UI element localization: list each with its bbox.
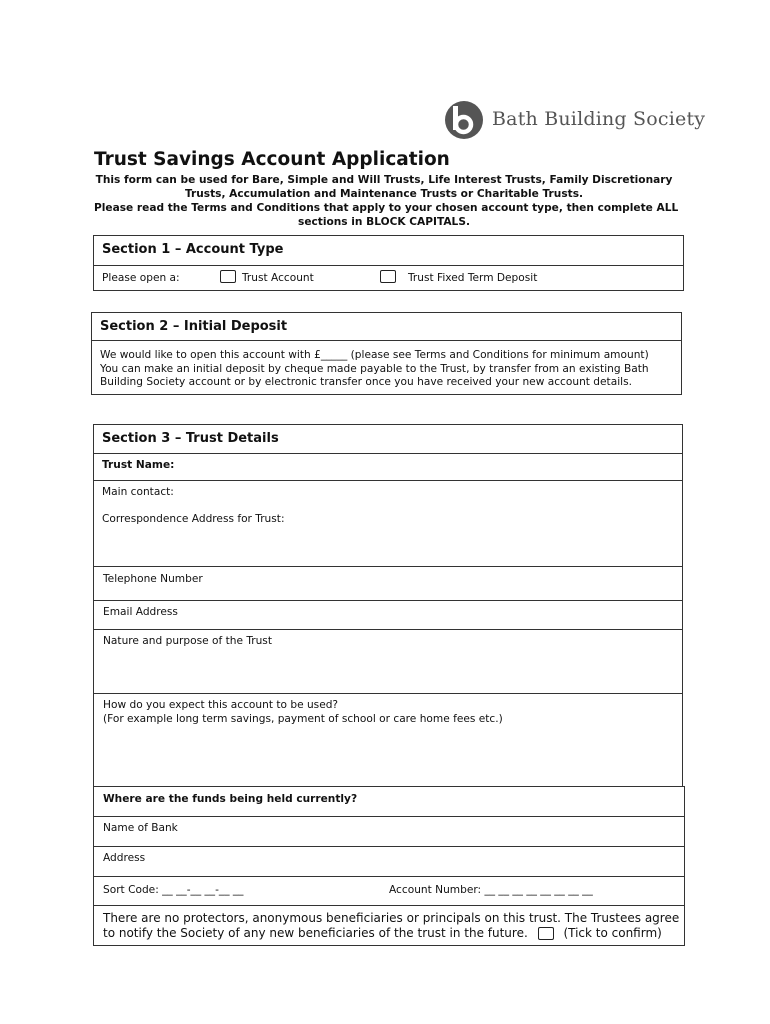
section-2-initial-deposit: [91, 312, 682, 395]
correspondence-address-label: Correspondence Address for Trust:: [102, 513, 285, 525]
email-field[interactable]: [93, 600, 683, 630]
funds-question: Where are the funds being held currently?: [103, 793, 358, 805]
account-number-field[interactable]: Account Number: __ __ __ __ __ __ __ __: [389, 884, 593, 896]
account-type-prompt: Please open a:: [102, 272, 180, 284]
deposit-line: Building Society account or by electronic transfer once you have received your new account details.: [100, 376, 632, 388]
telephone-label: Telephone Number: [103, 573, 203, 585]
section-1-title: Section 1 – Account Type: [102, 242, 284, 257]
main-contact-label: Main contact:: [102, 486, 174, 498]
email-label: Email Address: [103, 606, 178, 618]
sort-code-field[interactable]: Sort Code: __ __-__ __-__ __: [103, 884, 244, 896]
account-usage-field[interactable]: [93, 693, 683, 787]
telephone-field[interactable]: [93, 566, 683, 601]
confirmation-statement: [103, 911, 678, 940]
tick-to-confirm-label: (Tick to confirm): [563, 925, 662, 940]
bank-name-label: Name of Bank: [103, 822, 178, 834]
nature-purpose-label: Nature and purpose of the Trust: [103, 635, 272, 647]
bank-address-field[interactable]: [94, 847, 684, 877]
trust-name-label: Trust Name:: [102, 459, 175, 471]
initial-deposit-text: [100, 349, 673, 390]
confirmation-line-text: to notify the Society of any new beneficiaries of the trust in the future.: [103, 925, 528, 940]
confirmation-line-2: [103, 926, 678, 941]
bath-building-society-logo: [444, 100, 706, 144]
section-1-account-type: [93, 235, 684, 291]
intro-line: sections in BLOCK CAPITALS.: [298, 216, 470, 228]
intro-line: This form can be used for Bare, Simple and Will Trusts, Life Interest Trusts, Family Discretionary: [95, 174, 673, 186]
deposit-line: You can make an initial deposit by cheque made payable to the Trust, by transfer from an existing Bath: [100, 362, 649, 375]
intro-line: Please read the Terms and Conditions that apply to your chosen account type, then complete ALL: [94, 202, 679, 214]
usage-question: How do you expect this account to be used?: [103, 699, 339, 711]
section-3-title: Section 3 – Trust Details: [102, 431, 279, 446]
trust-fixed-term-deposit-checkbox[interactable]: [380, 270, 396, 283]
usage-example: (For example long term savings, payment of school or care home fees etc.): [103, 713, 503, 725]
brand-name: Bath Building Society: [492, 108, 706, 130]
section-3-trust-details: [93, 424, 683, 567]
bank-address-label: Address: [103, 852, 146, 864]
intro-line: Trusts, Accumulation and Maintenance Trusts or Charitable Trusts.: [184, 188, 584, 200]
confirm-checkbox[interactable]: [538, 927, 554, 940]
deposit-line: We would like to open this account with £_____ (please see Terms and Conditions for minimum amount): [100, 349, 649, 361]
nature-purpose-field[interactable]: [93, 629, 683, 694]
confirmation-line: There are no protectors, anonymous beneficiaries or principals on this trust. The Trustees agree: [103, 911, 680, 925]
logo-b-icon: [444, 100, 484, 140]
funds-held-section: [93, 786, 685, 946]
trust-account-label: Trust Account: [242, 272, 314, 284]
bank-name-field[interactable]: [94, 817, 684, 847]
section-2-title: Section 2 – Initial Deposit: [100, 319, 288, 334]
intro-text: [94, 173, 679, 229]
trust-account-checkbox[interactable]: [220, 270, 236, 283]
trust-name-row[interactable]: [94, 454, 682, 481]
page-title: Trust Savings Account Application: [94, 149, 450, 170]
trust-fixed-term-deposit-label: Trust Fixed Term Deposit: [408, 272, 538, 284]
